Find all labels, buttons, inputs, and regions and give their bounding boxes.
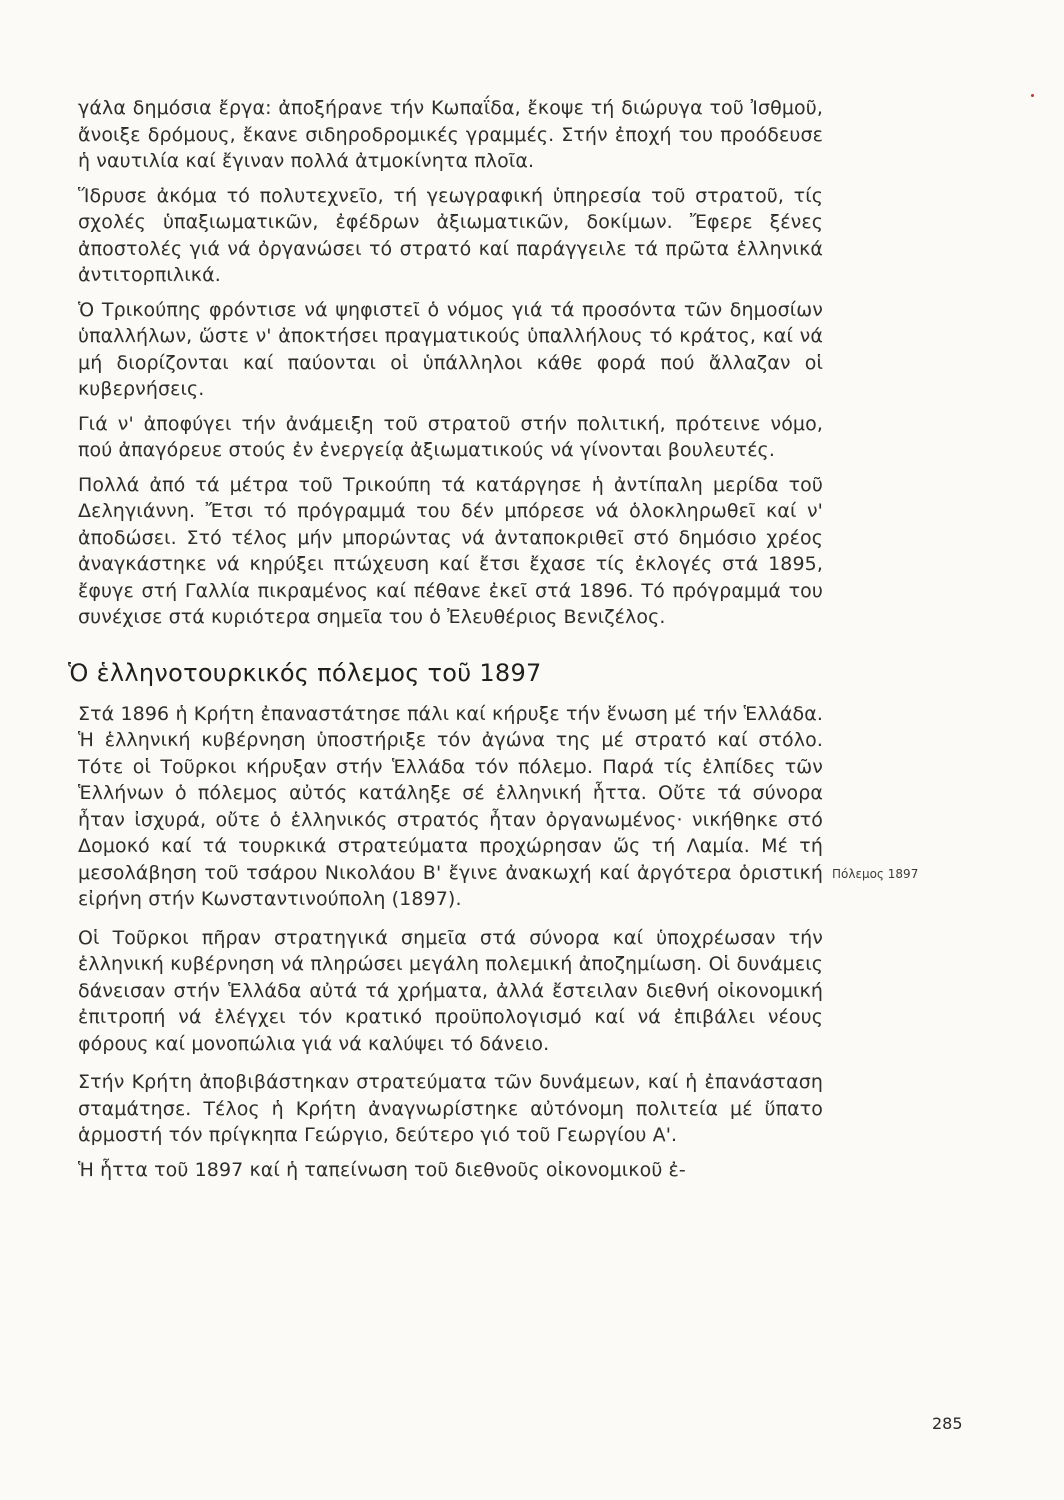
page-number: 285 xyxy=(932,1414,963,1433)
paragraph: Ὁ Τρικούπης φρόντισε νά ψηφιστεῖ ὁ νόμος γιά τά προσόντα τῶν δημοσίων ὑπαλλήλων, ὥστε ν' ἀποκτήσει πραγματικούς ὑπαλλήλους τό κράτος, καί νά μή διορίζονται καί παύονται οἱ ὑπάλληλοι κάθε φορά πού ἄλλαζαν οἱ κυβερνήσεις. xyxy=(78,298,823,400)
red-dot-mark xyxy=(1031,94,1034,97)
section-heading: Ὁ ἑλληνοτουρκικός πόλεμος τοῦ 1897 xyxy=(68,658,542,687)
paragraph: Οἱ Τοῦρκοι πῆραν στρατηγικά σημεῖα στά σύνορα καί ὑποχρέωσαν τήν ἑλληνική κυβέρνηση νά πληρώσει μεγάλη πολεμική ἀποζημίωση. Οἱ δυνάμεις δάνεισαν στήν Ἑλλάδα αὐτά τά χρήματα, ἀλλά ἔστειλαν διεθνή οἰκονομική ἐπιτροπή νά ἐλέγχει τόν κρατικό προϋπολογισμό καί νά ἐπιβάλει νέους φόρους καί μονοπώλια γιά νά καλύψει τό δάνειο. xyxy=(78,926,823,1055)
paragraph: Πολλά ἀπό τά μέτρα τοῦ Τρικούπη τά κατάργησε ἡ ἀντίπαλη μερίδα τοῦ Δεληγιάννη. Ἔτσι τό πρόγραμμά του δέν μπόρεσε νά ὁλοκληρωθεῖ καί ν' ἀποδώσει. Στό τέλος μήν μπορώντας νά ἀνταποκριθεῖ στό δημόσιο χρέος ἀναγκάστηκε νά κηρύξει πτώχευση καί ἔτσι ἔχασε τίς ἐκλογές στά 1895, ἔφυγε στή Γαλλία πικραμένος καί πέθανε ἐκεῖ στά 1896. Τό πρόγραμμά του συνέχισε στά κυριότερα σημεῖα του ὁ Ἐλευθέριος Βενιζέλος. xyxy=(78,473,823,628)
text-column xyxy=(68,95,823,1191)
paragraph: Ἵδρυσε ἀκόμα τό πολυτεχνεῖο, τή γεωγραφική ὑπηρεσία τοῦ στρατοῦ, τίς σχολές ὑπαξιωματικῶν, ἐφέδρων ἀξιωματικῶν, δοκίμων. Ἔφερε ξένες ἀποστολές γιά νά ὀργανώσει τό στρατό καί παράγγειλε τά πρῶτα ἑλληνικά ἀντιτορπιλικά. xyxy=(78,184,823,286)
paragraph: Στήν Κρήτη ἀποβιβάστηκαν στρατεύματα τῶν δυνάμεων, καί ἡ ἐπανάσταση σταμάτησε. Τέλος ἡ Κρήτη ἀναγνωρίστηκε αὐτόνομη πολιτεία μέ ὕπατο ἁρμοστή τόν πρίγκηπα Γεώργιο, δεύτερο γιό τοῦ Γεωργίου Α'. xyxy=(78,1071,823,1146)
paragraph: γάλα δημόσια ἔργα: ἀποξήρανε τήν Κωπαΐδα, ἔκοψε τή διώρυγα τοῦ Ἰσθμοῦ, ἄνοιξε δρόμους, ἔκανε σιδηροδρομικές γραμμές. Στήν ἐποχή του προόδευσε ἡ ναυτιλία καί ἔγιναν πολλά ἀτμοκίνητα πλοῖα. xyxy=(78,97,823,172)
margin-note: Πόλεμος 1897 xyxy=(832,867,919,881)
paragraph: Γιά ν' ἀποφύγει τήν ἀνάμειξη τοῦ στρατοῦ στήν πολιτική, πρότεινε νόμο, πού ἀπαγόρευε στούς ἐν ἐνεργείᾳ ἀξιωματικούς νά γίνονται βουλευτές. xyxy=(78,412,823,461)
paragraph: Ἡ ἧττα τοῦ 1897 καί ἡ ταπείνωση τοῦ διεθνοῦς οἰκονομικοῦ ἐ- xyxy=(78,1158,686,1181)
paragraph: Στά 1896 ἡ Κρήτη ἐπαναστάτησε πάλι καί κήρυξε τήν ἕνωση μέ τήν Ἑλλάδα. Ἡ ἑλληνική κυβέρνηση ὑποστήριξε τόν ἀγώνα της μέ στρατό καί στόλο. Τότε οἱ Τοῦρκοι κήρυξαν στήν Ἑλλάδα τόν πόλεμο. Παρά τίς ἐλπίδες τῶν Ἑλλήνων ὁ πόλεμος αὐτός κατάληξε σέ ἑλληνική ἧττα. Οὔτε τά σύνορα ἦταν ἰσχυρά, οὔτε ὁ ἑλληνικός στρατός ἦταν ὀργανωμένος· νικήθηκε στό Δομοκό καί τά τουρκικά στρατεύματα προχώρησαν ὥς τή Λαμία. Μέ τή μεσολάβηση τοῦ τσάρου Νικολάου Β' ἔγινε ἀνακωχή καί ἀργότερα ὁριστική εἰρήνη στήν Κωνσταντινούπολη (1897). xyxy=(78,702,823,910)
